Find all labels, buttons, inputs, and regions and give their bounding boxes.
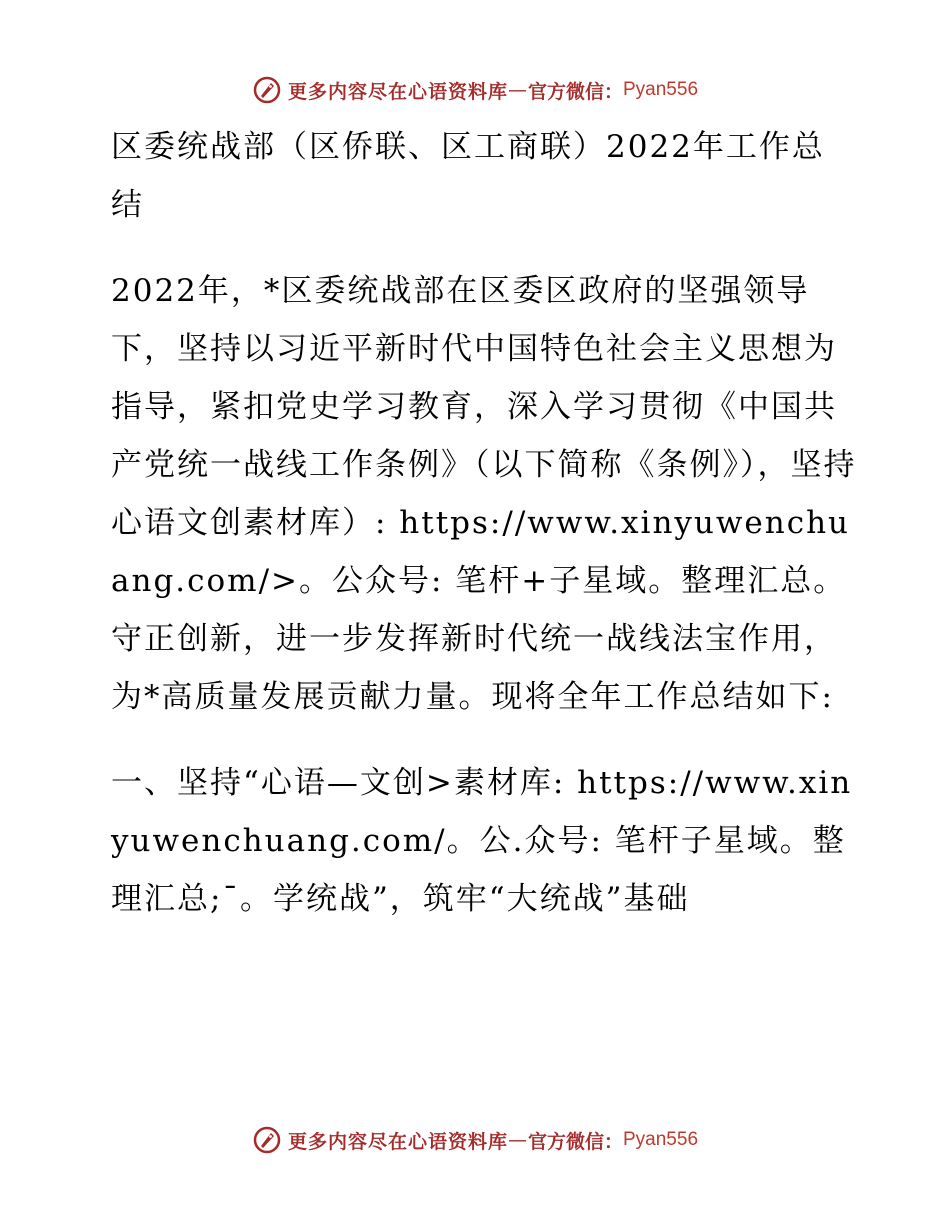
banner-main-text: 更多内容尽在心语资料库: [287, 1130, 508, 1153]
banner-separator: —: [507, 79, 528, 101]
paragraph-intro: 2022年，*区委统战部在区委区政府的坚强领导下，坚持以习近平新时代中国特色社会主义思想为指导，紧扣党史学习教育，深入学习贯彻《中国共产党统一战线工作条例》（以下简称《条例》），坚持心语文创素材库）: https://www.xinyuwenchuang.com/>。公众号: 笔杆+子星域。整理汇总。守正创新，进一步发挥新时代统一战线法宝作用，为*高质量发展贡献力量。现将全年工作总结如下:: [111, 273, 857, 715]
pen-nib-logo-icon: [252, 75, 282, 105]
banner-separator: —: [507, 1129, 528, 1151]
banner-wechat-id: Pyan556: [623, 79, 699, 100]
banner-main-text: 更多内容尽在心语资料库: [287, 80, 508, 103]
banner-wechat-id: Pyan556: [623, 1129, 699, 1150]
document-title: 区委统战部（区侨联、区工商联）2022年工作总结: [111, 129, 825, 223]
paragraph-section-one: 一、坚持“心语—文创>素材库: https://www.xinyuwenchuang.com/。公.众号: 笔杆子星域。整理汇总;¯。学统战”，筑牢“大统战”基础: [111, 765, 853, 917]
footer-banner: [0, 1122, 950, 1158]
pen-nib-logo-icon: [252, 1125, 282, 1155]
banner-wechat-label: 官方微信：: [527, 1130, 623, 1153]
header-banner: [0, 72, 950, 108]
banner-wechat-label: 官方微信：: [527, 80, 623, 103]
document-body: [97, 118, 857, 956]
